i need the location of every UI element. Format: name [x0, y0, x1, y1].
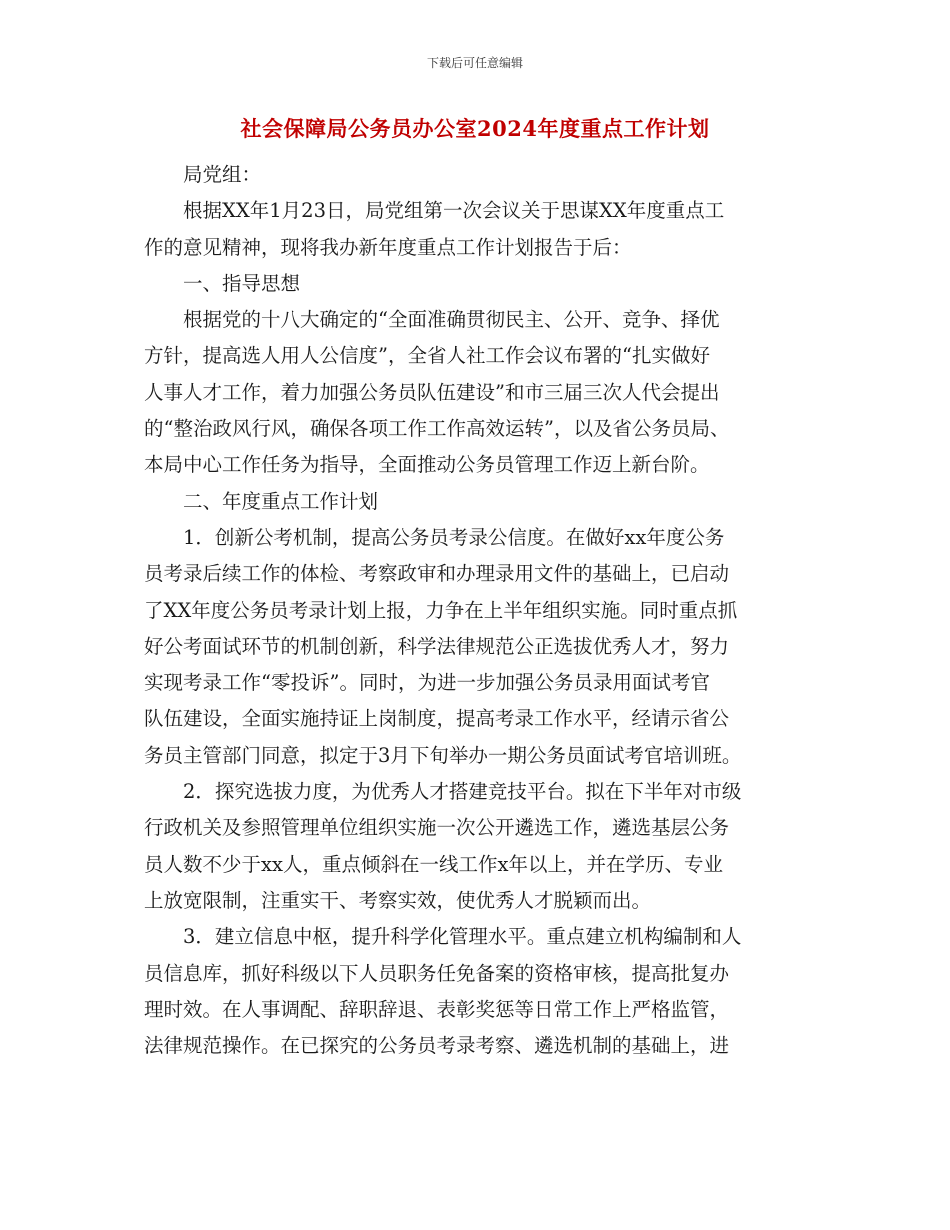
text-line: 员信息库，抓好科级以下人员职务任免备案的资格审核，提高批复办	[144, 961, 730, 985]
text-line: 二、年度重点工作计划	[183, 489, 379, 513]
text-line: 法律规范操作。在已探究的公务员考录考察、遴选机制的基础上，进	[144, 1034, 730, 1058]
text-line: 好公考面试环节的机制创新，科学法律规范公正选拔优秀人才，努力	[144, 634, 730, 658]
text-line: 上放宽限制，注重实干、考察实效，使优秀人才脱颖而出。	[144, 888, 652, 912]
plan-item-1-paragraph	[144, 520, 808, 774]
plan-item-2-paragraph	[144, 774, 808, 919]
text-line: 员人数不少于xx人，重点倾斜在一线工作x年以上，并在学历、专业	[144, 852, 723, 876]
guiding-thought-paragraph	[144, 302, 808, 483]
document-body	[144, 157, 808, 1064]
text-line: 2．探究选拔力度，为优秀人才搭建竞技平台。拟在下半年对市级	[183, 780, 742, 804]
text-line: 队伍建设，全面实施持证上岗制度，提高考录工作水平，经请示省公	[144, 707, 730, 731]
text-line: 根据党的十八大确定的“全面准确贯彻民主、公开、竞争、择优	[183, 308, 720, 332]
salutation-paragraph	[144, 157, 808, 193]
text-line: 了XX年度公务员考录计划上报，力争在上半年组织实施。同时重点抓	[144, 598, 738, 622]
text-line: 实现考录工作“零投诉”。同时，为进一步加强公务员录用面试考官	[144, 671, 710, 695]
intro-paragraph	[144, 193, 808, 266]
text-line: 作的意见精神，现将我办新年度重点工作计划报告于后：	[144, 235, 632, 259]
text-line: 1．创新公考机制，提高公务员考录公信度。在做好xx年度公务	[183, 525, 725, 549]
section-heading-guiding-thought	[144, 266, 808, 302]
text-line: 的“整治政风行风，确保各项工作工作高效运转”，以及省公务员局、	[144, 417, 730, 441]
text-line: 理时效。在人事调配、辞职辞退、表彰奖惩等日常工作上严格监管，	[144, 997, 730, 1021]
text-line: 务员主管部门同意，拟定于3月下旬举办一期公务员面试考官培训班。	[144, 743, 742, 767]
text-line: 根据XX年1月23日，局党组第一次会议关于思谋XX年度重点工	[183, 199, 725, 223]
text-line: 一、指导思想	[183, 271, 301, 295]
text-line: 行政机关及参照管理单位组织实施一次公开遴选工作，遴选基层公务	[144, 816, 730, 840]
text-line: 方针，提高选人用人公信度”，全省人社工作会议布署的“扎实做好	[144, 344, 710, 368]
text-line: 3．建立信息中枢，提升科学化管理水平。重点建立机构编制和人	[183, 925, 742, 949]
document-title: 社会保障局公务员办公室2024年度重点工作计划	[240, 116, 710, 141]
text-line: 人事人才工作，着力加强公务员队伍建设”和市三届三次人代会提出	[144, 380, 720, 404]
text-line: 员考录后续工作的体检、考察政审和办理录用文件的基础上，已启动	[144, 562, 730, 586]
section-heading-annual-plan	[144, 484, 808, 520]
plan-item-3-paragraph	[144, 919, 808, 1064]
page-header: 下载后可任意编辑	[426, 56, 523, 70]
text-line: 局党组：	[183, 163, 262, 186]
text-line: 本局中心工作任务为指导，全面推动公务员管理工作迈上新台阶。	[144, 453, 710, 477]
